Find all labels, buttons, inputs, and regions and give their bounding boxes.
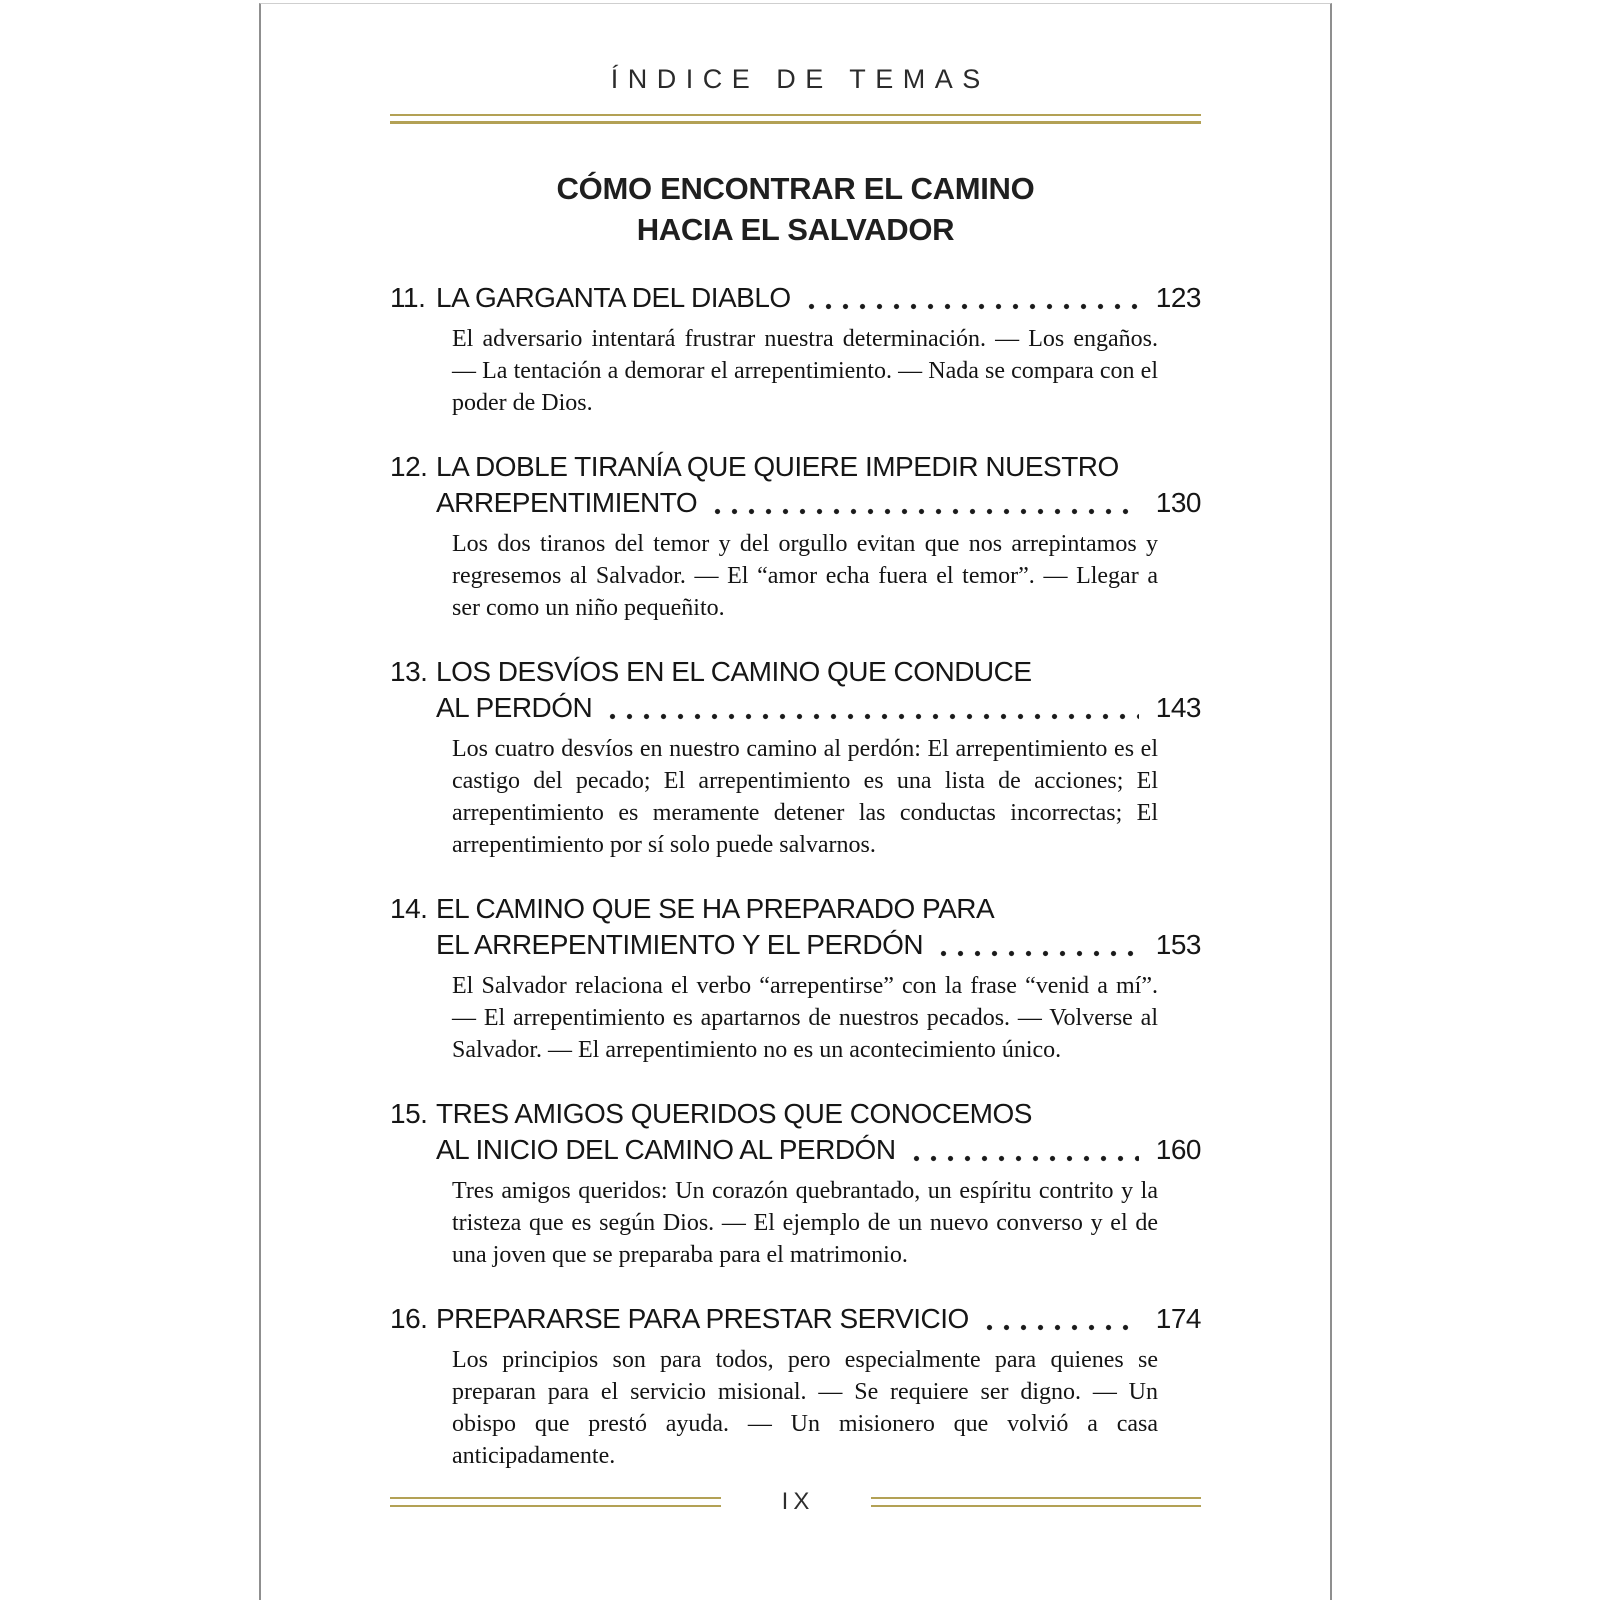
footer-rule-left <box>390 1497 721 1507</box>
entry-title-text: AL PERDÓN <box>436 692 593 723</box>
entry-body <box>436 1096 1201 1271</box>
ornamental-rule-top <box>390 114 1201 124</box>
dot-leader <box>908 1155 1139 1162</box>
dot-leader <box>803 303 1139 310</box>
page-footer <box>390 1488 1201 1516</box>
section-title-line-2: HACIA EL SALVADOR <box>636 212 955 247</box>
dot-leader <box>935 950 1139 957</box>
running-title: ÍNDICE DE TEMAS <box>610 64 990 94</box>
entry-title-text: PREPARARSE PARA PRESTAR SERVICIO <box>436 1303 969 1334</box>
entry-title-line <box>436 927 1201 963</box>
entry-title-text: EL ARREPENTIMIENTO Y EL PERDÓN <box>436 929 924 960</box>
entry-number: 16. <box>390 1303 428 1334</box>
dot-leader <box>709 508 1139 515</box>
toc-entry <box>390 891 1201 1066</box>
entry-description: Tres amigos queridos: Un corazón quebrantado, un espíritu contrito y la tristeza que es según Dios. — El ejemplo de un nuevo converso y el de una joven que se preparaba para el matrimonio. <box>452 1178 1158 1268</box>
entry-description: Los cuatro desvíos en nuestro camino al perdón: El arrepentimiento es el castigo del pecado; El arrepentimiento es una lista de acciones; El arrepentimiento es meramente detener las conductas incorrectas; El arrepentimiento por sí solo puede salvarnos. <box>452 736 1158 858</box>
entry-page-number: 174 <box>1155 1303 1201 1334</box>
entry-title-line <box>436 1301 1201 1337</box>
entry-title-text: AL INICIO DEL CAMINO AL PERDÓN <box>436 1134 896 1165</box>
toc-entry <box>390 280 1201 419</box>
entry-title-line <box>436 690 1201 726</box>
entry-page-number: 130 <box>1155 487 1201 518</box>
entry-page-number: 153 <box>1155 929 1201 960</box>
toc-entry <box>390 654 1201 861</box>
entry-title-line: LA DOBLE TIRANÍA QUE QUIERE IMPEDIR NUESTRO <box>436 451 1119 482</box>
entry-description: Los dos tiranos del temor y del orgullo evitan que nos arrepintamos y regresemos al Salvador. — El “amor echa fuera el temor”. — Llegar a ser como un niño pequeñito. <box>452 531 1158 621</box>
entry-title-text: ARREPENTIMIENTO <box>436 487 698 518</box>
entry-title-line: EL CAMINO QUE SE HA PREPARADO PARA <box>436 893 995 924</box>
entry-title-line <box>436 485 1201 521</box>
footer-rule-right <box>871 1497 1202 1507</box>
page-content <box>261 64 1330 1472</box>
section-title <box>390 168 1201 250</box>
entry-number: 15. <box>390 1098 428 1129</box>
entry-body <box>436 654 1201 861</box>
toc-entries <box>390 280 1201 1472</box>
entry-title-line <box>436 280 1201 316</box>
entry-title-line: TRES AMIGOS QUERIDOS QUE CONOCEMOS <box>436 1098 1032 1129</box>
book-page <box>259 3 1332 1600</box>
entry-description: Los principios son para todos, pero especialmente para quienes se preparan para el servicio misional. — Se requiere ser digno. — Un obispo que prestó ayuda. — Un misionero que volvió a casa anticipadamente. <box>452 1347 1158 1469</box>
entry-body <box>436 1301 1201 1472</box>
entry-title-line: LOS DESVÍOS EN EL CAMINO QUE CONDUCE <box>436 656 1032 687</box>
dot-leader <box>604 713 1139 720</box>
entry-body <box>436 891 1201 1066</box>
entry-number: 13. <box>390 656 428 687</box>
entry-page-number: 143 <box>1155 692 1201 723</box>
entry-number: 14. <box>390 893 428 924</box>
entry-page-number: 160 <box>1155 1134 1201 1165</box>
toc-entry <box>390 1301 1201 1472</box>
entry-page-number: 123 <box>1155 282 1201 313</box>
entry-title-text: LA GARGANTA DEL DIABLO <box>436 282 791 313</box>
folio-page-number: IX <box>781 1488 815 1515</box>
toc-entry <box>390 449 1201 624</box>
entry-title-line <box>436 1132 1201 1168</box>
entry-number: 11. <box>390 282 426 313</box>
entry-number: 12. <box>390 451 428 482</box>
entry-body <box>436 280 1201 419</box>
toc-entry <box>390 1096 1201 1271</box>
entry-body <box>436 449 1201 624</box>
entry-description: El Salvador relaciona el verbo “arrepentirse” con la frase “venid a mí”. — El arrepentimiento es apartarnos de nuestros pecados. — Volverse al Salvador. — El arrepentimiento no es un acontecimiento único. <box>452 973 1158 1063</box>
section-title-line-1: CÓMO ENCONTRAR EL CAMINO <box>556 171 1035 206</box>
entry-description: El adversario intentará frustrar nuestra determinación. — Los engaños. — La tentación a demorar el arrepentimiento. — Nada se compara con el poder de Dios. <box>452 326 1158 416</box>
dot-leader <box>981 1324 1139 1331</box>
